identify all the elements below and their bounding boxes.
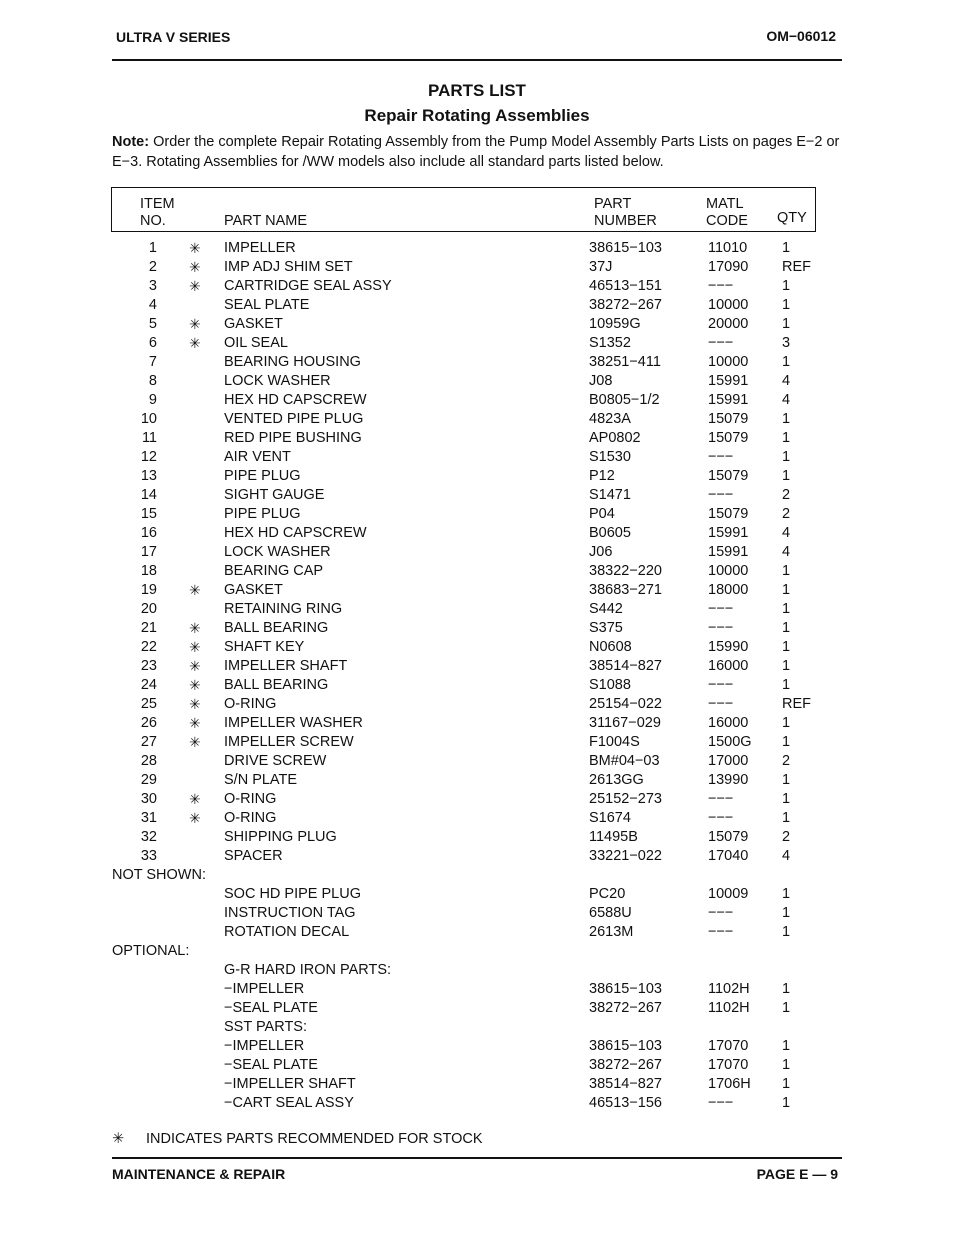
matl-code: 16000 bbox=[708, 658, 749, 674]
part-name: O-RING bbox=[224, 791, 277, 807]
table-row bbox=[0, 980, 954, 999]
part-name: IMPELLER bbox=[224, 240, 296, 256]
matl-code: 10000 bbox=[708, 297, 749, 313]
matl-code: 20000 bbox=[708, 316, 749, 332]
table-row bbox=[0, 752, 954, 771]
footer-page: PAGE E — 9 bbox=[756, 1166, 838, 1182]
item-number: 21 bbox=[140, 620, 157, 636]
matl-code: 17070 bbox=[708, 1057, 749, 1073]
item-number: 31 bbox=[140, 810, 157, 826]
table-row bbox=[0, 828, 954, 847]
quantity: REF bbox=[782, 696, 811, 712]
quantity: 4 bbox=[782, 525, 791, 541]
quantity: 1 bbox=[782, 1000, 791, 1016]
table-row bbox=[0, 1018, 954, 1037]
part-number: B0605 bbox=[589, 525, 631, 541]
stock-star-icon: ✳ bbox=[112, 1131, 125, 1147]
stock-star-icon: ✳ bbox=[189, 316, 201, 332]
table-row bbox=[0, 1094, 954, 1113]
part-number: 37J bbox=[589, 259, 613, 275]
quantity: 2 bbox=[782, 487, 791, 503]
part-number: 25154−022 bbox=[589, 696, 662, 712]
part-name: PIPE PLUG bbox=[224, 468, 301, 484]
part-name: IMPELLER SCREW bbox=[224, 734, 354, 750]
matl-code: 17000 bbox=[708, 753, 749, 769]
part-name: G-R HARD IRON PARTS: bbox=[224, 962, 392, 978]
table-row bbox=[0, 296, 954, 315]
quantity: 1 bbox=[782, 468, 791, 484]
stock-star-icon: ✳ bbox=[189, 658, 201, 674]
item-number: 27 bbox=[140, 734, 157, 750]
matl-code: −−− bbox=[708, 905, 734, 921]
item-number: 5 bbox=[148, 316, 157, 332]
part-name: O-RING bbox=[224, 696, 277, 712]
header-series: ULTRA V SERIES bbox=[116, 29, 231, 45]
table-row bbox=[0, 258, 954, 277]
table-row bbox=[0, 619, 954, 638]
part-name: BEARING CAP bbox=[224, 563, 324, 579]
part-name: SIGHT GAUGE bbox=[224, 487, 325, 503]
part-name: AIR VENT bbox=[224, 449, 291, 465]
table-row bbox=[0, 562, 954, 581]
quantity: 1 bbox=[782, 449, 791, 465]
item-number: 2 bbox=[148, 259, 157, 275]
matl-code: 15079 bbox=[708, 506, 749, 522]
matl-code: −−− bbox=[708, 487, 734, 503]
optional-label: OPTIONAL: bbox=[112, 943, 190, 959]
table-row bbox=[0, 1075, 954, 1094]
quantity: 1 bbox=[782, 658, 791, 674]
table-row bbox=[0, 1056, 954, 1075]
quantity: 1 bbox=[782, 791, 791, 807]
matl-code: 13990 bbox=[708, 772, 749, 788]
part-number: 38615−103 bbox=[589, 1038, 662, 1054]
table-row bbox=[0, 334, 954, 353]
part-number: S1530 bbox=[589, 449, 631, 465]
matl-code: 15079 bbox=[708, 829, 749, 845]
quantity: 1 bbox=[782, 601, 791, 617]
part-name: HEX HD CAPSCREW bbox=[224, 392, 367, 408]
item-number: 18 bbox=[140, 563, 157, 579]
part-name: IMP ADJ SHIM SET bbox=[224, 259, 353, 275]
quantity: 1 bbox=[782, 715, 791, 731]
part-number: 38615−103 bbox=[589, 240, 662, 256]
part-name: INSTRUCTION TAG bbox=[224, 905, 356, 921]
quantity: 4 bbox=[782, 373, 791, 389]
quantity: 1 bbox=[782, 639, 791, 655]
quantity: 1 bbox=[782, 563, 791, 579]
item-number: 6 bbox=[148, 335, 157, 351]
part-number: 2613M bbox=[589, 924, 634, 940]
stock-star-icon: ✳ bbox=[189, 240, 201, 256]
part-number: 25152−273 bbox=[589, 791, 662, 807]
optional-section-label bbox=[0, 942, 954, 961]
table-row bbox=[0, 543, 954, 562]
matl-code: 17090 bbox=[708, 259, 749, 275]
part-number: B0805−1/2 bbox=[589, 392, 660, 408]
matl-code: 15991 bbox=[708, 525, 749, 541]
table-row bbox=[0, 239, 954, 258]
part-name: SST PARTS: bbox=[224, 1019, 307, 1035]
quantity: 1 bbox=[782, 354, 791, 370]
matl-code: −−− bbox=[708, 335, 734, 351]
note-text: Order the complete Repair Rotating Assembly from the Pump Model Assembly Parts Lists on pages E−2 or E−3. Rotating Assemblies for /WW models also include all standard parts listed below. bbox=[112, 134, 840, 170]
quantity: 1 bbox=[782, 620, 791, 636]
quantity: 1 bbox=[782, 1057, 791, 1073]
item-number: 13 bbox=[140, 468, 157, 484]
table-row bbox=[0, 695, 954, 714]
quantity: 3 bbox=[782, 335, 791, 351]
item-number: 8 bbox=[148, 373, 157, 389]
matl-code: −−− bbox=[708, 601, 734, 617]
table-row bbox=[0, 999, 954, 1018]
table-row bbox=[0, 467, 954, 486]
table-row bbox=[0, 429, 954, 448]
part-name: PIPE PLUG bbox=[224, 506, 301, 522]
page-subtitle: Repair Rotating Assemblies bbox=[364, 106, 590, 125]
part-name: −IMPELLER bbox=[224, 981, 305, 997]
part-number: S375 bbox=[589, 620, 623, 636]
col-item-top: ITEM bbox=[140, 196, 175, 212]
item-number: 29 bbox=[140, 772, 157, 788]
table-row bbox=[0, 486, 954, 505]
col-item-bottom: NO. bbox=[140, 213, 166, 229]
quantity: 1 bbox=[782, 1076, 791, 1092]
legend-text: INDICATES PARTS RECOMMENDED FOR STOCK bbox=[146, 1131, 483, 1147]
part-name: SHIPPING PLUG bbox=[224, 829, 337, 845]
part-number: 38514−827 bbox=[589, 1076, 662, 1092]
part-number: 31167−029 bbox=[589, 715, 661, 731]
part-number: S1088 bbox=[589, 677, 631, 693]
item-number: 30 bbox=[140, 791, 157, 807]
part-number: 38683−271 bbox=[589, 582, 662, 598]
matl-code: 16000 bbox=[708, 715, 749, 731]
table-row bbox=[0, 372, 954, 391]
table-row bbox=[0, 771, 954, 790]
matl-code: −−− bbox=[708, 449, 734, 465]
table-row bbox=[0, 277, 954, 296]
quantity: 2 bbox=[782, 506, 791, 522]
item-number: 20 bbox=[140, 601, 157, 617]
quantity: 1 bbox=[782, 905, 791, 921]
part-number: J08 bbox=[589, 373, 613, 389]
part-name: O-RING bbox=[224, 810, 277, 826]
part-name: −CART SEAL ASSY bbox=[224, 1095, 354, 1111]
col-part-top: PART bbox=[594, 196, 632, 212]
stock-star-icon: ✳ bbox=[189, 582, 201, 598]
part-name: OIL SEAL bbox=[224, 335, 288, 351]
item-number: 12 bbox=[140, 449, 157, 465]
part-number: P12 bbox=[589, 468, 615, 484]
item-number: 22 bbox=[140, 639, 157, 655]
col-matl-bottom: CODE bbox=[706, 213, 748, 229]
part-name: VENTED PIPE PLUG bbox=[224, 411, 364, 427]
item-number: 4 bbox=[148, 297, 157, 313]
item-number: 1 bbox=[148, 240, 157, 256]
part-number: 38615−103 bbox=[589, 981, 662, 997]
table-row bbox=[0, 809, 954, 828]
table-row bbox=[0, 676, 954, 695]
stock-star-icon: ✳ bbox=[189, 259, 201, 275]
matl-code: 15079 bbox=[708, 430, 749, 446]
page-title: PARTS LIST bbox=[428, 81, 526, 100]
item-number: 28 bbox=[140, 753, 157, 769]
part-name: RED PIPE BUSHING bbox=[224, 430, 362, 446]
part-number: 2613GG bbox=[589, 772, 644, 788]
table-row bbox=[0, 391, 954, 410]
item-number: 16 bbox=[140, 525, 157, 541]
quantity: 4 bbox=[782, 392, 791, 408]
part-name: SOC HD PIPE PLUG bbox=[224, 886, 361, 902]
quantity: 1 bbox=[782, 430, 791, 446]
matl-code: 15990 bbox=[708, 639, 749, 655]
part-name: −SEAL PLATE bbox=[224, 1057, 318, 1073]
part-number: 46513−151 bbox=[589, 278, 662, 294]
table-row bbox=[0, 657, 954, 676]
matl-code: −−− bbox=[708, 278, 734, 294]
item-number: 19 bbox=[140, 582, 157, 598]
quantity: 1 bbox=[782, 886, 791, 902]
item-number: 3 bbox=[148, 278, 157, 294]
part-number: N0608 bbox=[589, 639, 632, 655]
table-row bbox=[0, 448, 954, 467]
item-number: 9 bbox=[148, 392, 157, 408]
stock-star-icon: ✳ bbox=[189, 715, 201, 731]
table-row bbox=[0, 1037, 954, 1056]
part-name: −IMPELLER bbox=[224, 1038, 305, 1054]
matl-code: 1706H bbox=[708, 1076, 751, 1092]
stock-star-icon: ✳ bbox=[189, 335, 201, 351]
item-number: 15 bbox=[140, 506, 157, 522]
matl-code: −−− bbox=[708, 810, 734, 826]
col-part-name: PART NAME bbox=[224, 213, 307, 229]
col-qty: QTY bbox=[777, 210, 807, 226]
table-row bbox=[0, 847, 954, 866]
quantity: 1 bbox=[782, 734, 791, 750]
matl-code: −−− bbox=[708, 1095, 734, 1111]
note-label: Note: bbox=[112, 134, 150, 150]
table-row bbox=[0, 600, 954, 619]
item-number: 23 bbox=[140, 658, 157, 674]
quantity: 2 bbox=[782, 753, 791, 769]
table-row bbox=[0, 904, 954, 923]
col-part-bottom: NUMBER bbox=[594, 213, 657, 229]
matl-code: −−− bbox=[708, 924, 734, 940]
part-name: SPACER bbox=[224, 848, 283, 864]
matl-code: 17040 bbox=[708, 848, 749, 864]
item-number: 17 bbox=[140, 544, 157, 560]
part-number: 33221−022 bbox=[589, 848, 662, 864]
header-rule bbox=[112, 59, 842, 61]
quantity: 1 bbox=[782, 677, 791, 693]
matl-code: −−− bbox=[708, 791, 734, 807]
table-row bbox=[0, 638, 954, 657]
matl-code: 1102H bbox=[708, 1000, 750, 1016]
part-name: SEAL PLATE bbox=[224, 297, 310, 313]
table-row bbox=[0, 505, 954, 524]
quantity: REF bbox=[782, 259, 811, 275]
matl-code: 10000 bbox=[708, 563, 749, 579]
part-number: 38251−411 bbox=[589, 354, 661, 370]
stock-star-icon: ✳ bbox=[189, 677, 201, 693]
table-row bbox=[0, 885, 954, 904]
table-row bbox=[0, 353, 954, 372]
item-number: 7 bbox=[148, 354, 157, 370]
part-number: PC20 bbox=[589, 886, 626, 902]
item-number: 25 bbox=[140, 696, 157, 712]
header-doc-number: OM−06012 bbox=[766, 28, 836, 44]
part-name: GASKET bbox=[224, 316, 283, 332]
part-name: GASKET bbox=[224, 582, 283, 598]
part-name: CARTRIDGE SEAL ASSY bbox=[224, 278, 392, 294]
part-name: SHAFT KEY bbox=[224, 639, 305, 655]
table-row bbox=[0, 733, 954, 752]
matl-code: 10000 bbox=[708, 354, 749, 370]
part-number: 38514−827 bbox=[589, 658, 662, 674]
stock-star-icon: ✳ bbox=[189, 639, 201, 655]
item-number: 26 bbox=[140, 715, 157, 731]
part-number: 10959G bbox=[589, 316, 641, 332]
item-number: 14 bbox=[140, 487, 157, 503]
col-matl-top: MATL bbox=[706, 196, 744, 212]
part-number: J06 bbox=[589, 544, 613, 560]
quantity: 1 bbox=[782, 810, 791, 826]
part-number: 38272−267 bbox=[589, 1057, 662, 1073]
item-number: 11 bbox=[141, 430, 157, 446]
part-number: AP0802 bbox=[589, 430, 641, 446]
table-row bbox=[0, 581, 954, 600]
matl-code: 15991 bbox=[708, 392, 749, 408]
matl-code: 17070 bbox=[708, 1038, 749, 1054]
matl-code: 15079 bbox=[708, 468, 749, 484]
quantity: 1 bbox=[782, 1095, 791, 1111]
part-number: P04 bbox=[589, 506, 615, 522]
quantity: 1 bbox=[782, 582, 791, 598]
table-row bbox=[0, 714, 954, 733]
part-number: 6588U bbox=[589, 905, 632, 921]
part-number: BM#04−03 bbox=[589, 753, 660, 769]
part-number: S1674 bbox=[589, 810, 631, 826]
part-name: LOCK WASHER bbox=[224, 544, 331, 560]
part-number: 11495B bbox=[589, 829, 638, 845]
matl-code: −−− bbox=[708, 620, 734, 636]
table-row bbox=[0, 524, 954, 543]
footer-rule bbox=[112, 1157, 842, 1159]
part-number: S442 bbox=[589, 601, 623, 617]
matl-code: 11010 bbox=[708, 240, 748, 256]
quantity: 1 bbox=[782, 278, 791, 294]
stock-star-icon: ✳ bbox=[189, 696, 201, 712]
quantity: 1 bbox=[782, 1038, 791, 1054]
footer-section: MAINTENANCE & REPAIR bbox=[112, 1166, 286, 1182]
quantity: 1 bbox=[782, 981, 791, 997]
matl-code: 1102H bbox=[708, 981, 750, 997]
part-name: −SEAL PLATE bbox=[224, 1000, 318, 1016]
matl-code: 15079 bbox=[708, 411, 749, 427]
part-name: IMPELLER WASHER bbox=[224, 715, 363, 731]
part-name: RETAINING RING bbox=[224, 601, 343, 617]
not-shown-section-label bbox=[0, 866, 954, 885]
part-name: BALL BEARING bbox=[224, 620, 329, 636]
part-number: 38322−220 bbox=[589, 563, 662, 579]
table-row bbox=[0, 961, 954, 980]
part-number: 4823A bbox=[589, 411, 631, 427]
item-number: 24 bbox=[140, 677, 157, 693]
quantity: 4 bbox=[782, 544, 791, 560]
part-name: LOCK WASHER bbox=[224, 373, 331, 389]
stock-star-icon: ✳ bbox=[189, 620, 201, 636]
matl-code: 15991 bbox=[708, 544, 749, 560]
stock-star-icon: ✳ bbox=[189, 734, 201, 750]
part-name: DRIVE SCREW bbox=[224, 753, 327, 769]
item-number: 32 bbox=[140, 829, 157, 845]
part-name: ROTATION DECAL bbox=[224, 924, 350, 940]
part-name: IMPELLER SHAFT bbox=[224, 658, 348, 674]
part-name: HEX HD CAPSCREW bbox=[224, 525, 367, 541]
quantity: 1 bbox=[782, 411, 791, 427]
not-shown-label: NOT SHOWN: bbox=[112, 867, 206, 883]
matl-code: 15991 bbox=[708, 373, 749, 389]
part-number: F1004S bbox=[589, 734, 640, 750]
note-paragraph bbox=[112, 132, 847, 172]
matl-code: 10009 bbox=[708, 886, 749, 902]
quantity: 4 bbox=[782, 848, 791, 864]
matl-code: −−− bbox=[708, 677, 734, 693]
part-name: S/N PLATE bbox=[224, 772, 298, 788]
stock-star-icon: ✳ bbox=[189, 791, 201, 807]
table-row bbox=[0, 315, 954, 334]
quantity: 1 bbox=[782, 240, 791, 256]
part-name: BEARING HOUSING bbox=[224, 354, 361, 370]
part-number: S1471 bbox=[589, 487, 631, 503]
table-row bbox=[0, 923, 954, 942]
quantity: 1 bbox=[782, 924, 791, 940]
part-name: −IMPELLER SHAFT bbox=[224, 1076, 356, 1092]
quantity: 1 bbox=[782, 316, 791, 332]
table-row bbox=[0, 410, 954, 429]
quantity: 1 bbox=[782, 297, 791, 313]
quantity: 1 bbox=[782, 772, 791, 788]
stock-star-icon: ✳ bbox=[189, 278, 201, 294]
item-number: 10 bbox=[140, 411, 157, 427]
matl-code: 18000 bbox=[708, 582, 749, 598]
table-row bbox=[0, 790, 954, 809]
part-number: 38272−267 bbox=[589, 297, 662, 313]
part-number: 38272−267 bbox=[589, 1000, 662, 1016]
part-number: S1352 bbox=[589, 335, 631, 351]
stock-star-icon: ✳ bbox=[189, 810, 201, 826]
part-number: 46513−156 bbox=[589, 1095, 662, 1111]
matl-code: −−− bbox=[708, 696, 734, 712]
part-name: BALL BEARING bbox=[224, 677, 329, 693]
item-number: 33 bbox=[140, 848, 157, 864]
quantity: 2 bbox=[782, 829, 791, 845]
matl-code: 1500G bbox=[708, 734, 752, 750]
